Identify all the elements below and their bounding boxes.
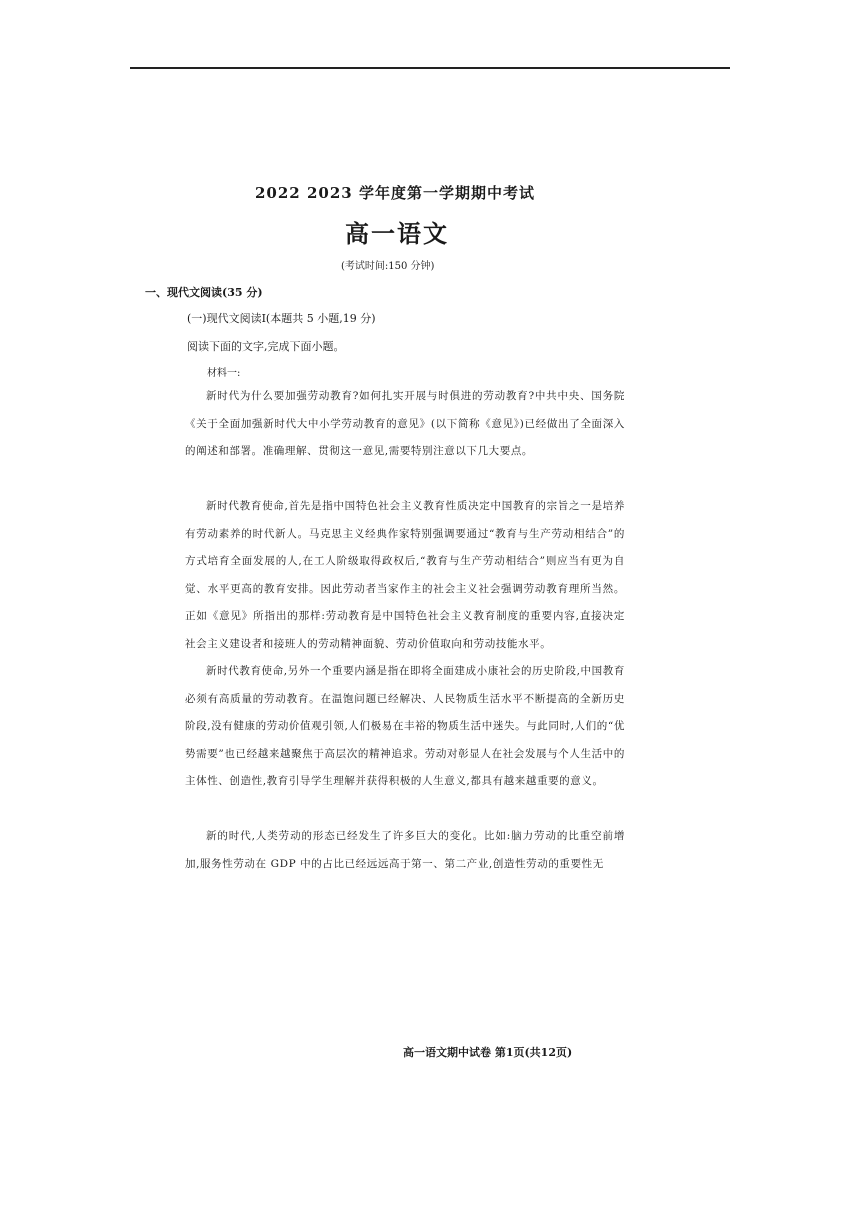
section-heading: 一、现代文阅读(35 分) [145, 286, 263, 299]
exam-title: 2022 2023 学年度第一学期期中考试 [255, 184, 535, 202]
page-footer: 高一语文期中试卷 第1页(共12页) [403, 1046, 573, 1059]
sub-heading: (一)现代文阅读Ⅰ(本题共 5 小题,19 分) [187, 312, 376, 325]
exam-time: (考试时间:150 分钟) [341, 261, 435, 272]
paragraph-1: 新时代为什么要加强劳动教育?如何扎实开展与时俱进的劳动教育?中共中央、国务院《关于全面加强新时代大中小学劳动教育的意见》(以下简称《意见》)已经做出了全面深入的阐述和部署。准确理解、贯彻这一意见,需要特别注意以下几大要点。 [185, 390, 625, 457]
material-label: 材料一: [207, 368, 241, 379]
paragraph-4: 新的时代,人类劳动的形态已经发生了许多巨大的变化。比如:脑力劳动的比重空前增加,服务性劳动在 GDP 中的占比已经远远高于第一、第二产业,创造性劳动的重要性无 [185, 830, 625, 870]
paragraph-2: 新时代教育使命,首先是指中国特色社会主义教育性质决定中国教育的宗旨之一是培养有劳动素养的时代新人。马克思主义经典作家特别强调要通过“教育与生产劳动相结合”的方式培育全面发展的人,在工人阶级取得政权后,“教育与生产劳动相结合”则应当有更为自觉、水平更高的教育安排。因此劳动者当家作主的社会主义社会强调劳动教育理所当然。正如《意见》所指出的那样:劳动教育是中国特色社会主义教育制度的重要内容,直接决定社会主义建设者和接班人的劳动精神面貌、劳动价值取向和劳动技能水平。 [185, 500, 625, 650]
reading-instruction: 阅读下面的文字,完成下面小题。 [187, 340, 345, 353]
top-rule [130, 67, 730, 69]
subject-title: 高一语文 [345, 219, 449, 248]
paragraph-3: 新时代教育使命,另外一个重要内涵是指在即将全面建成小康社会的历史阶段,中国教育必须有高质量的劳动教育。在温饱问题已经解决、人民物质生活水平不断提高的全新历史阶段,没有健康的劳动价值观引领,人们极易在丰裕的物质生活中迷失。与此同时,人们的“优势需要”也已经越来越聚焦于高层次的精神追求。劳动对彰显人在社会发展与个人生活中的主体性、创造性,教育引导学生理解并获得积极的人生意义,都具有越来越重要的意义。 [185, 665, 625, 787]
